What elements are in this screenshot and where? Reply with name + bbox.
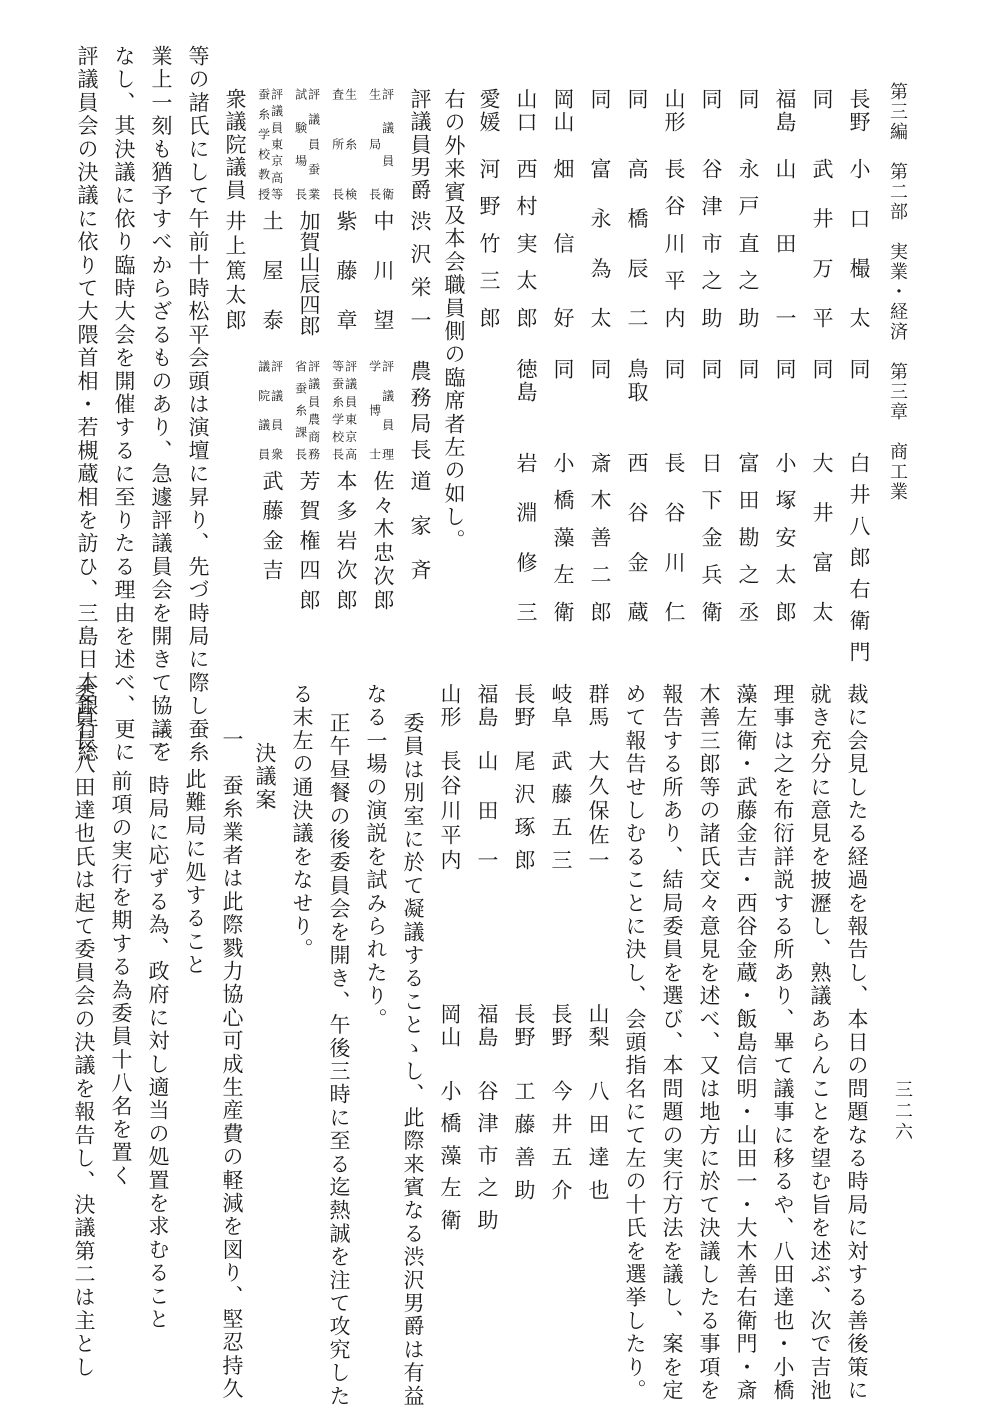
paragraph-line: 正午昼餐の後委員会を開き、午後三時に至る迄熱誠を注て攻究した bbox=[327, 712, 351, 1408]
running-header: 第三編 第二部 実業・経済 第三章 商工業 bbox=[887, 82, 908, 502]
guest-name: 渋沢栄一 bbox=[408, 210, 432, 330]
attendee-name: 岩淵修三 bbox=[514, 452, 538, 622]
attendee-name: 山田一 bbox=[773, 158, 797, 328]
committee-prefecture: 山梨 bbox=[586, 1003, 610, 1047]
committee-name: 大久保佐一 bbox=[586, 750, 610, 870]
committee-prefecture: 長野 bbox=[512, 683, 536, 727]
attendee-name: 谷津市之助 bbox=[699, 158, 723, 328]
committee-name: 尾沢琢郎 bbox=[512, 750, 536, 870]
guest-title: 評議員衛 生局長 bbox=[367, 88, 395, 200]
paragraph-line: 裁に会見したる経過を報告し、本日の問題なる時局に対する善後策に bbox=[845, 683, 869, 1403]
attendee-name: 斎木善二郎 bbox=[588, 452, 612, 622]
attendee-prefecture: 長野 bbox=[847, 88, 871, 132]
paragraph-line: 委員は別室に於て凝議することゝし、此際来賓なる渋沢男爵は有益 bbox=[401, 712, 425, 1408]
paragraph-line: 業上一刻も猶予すべからざるものあり、急遽評議員会を開きて協議を bbox=[149, 45, 173, 765]
committee-prefecture: 長野 bbox=[512, 1003, 536, 1047]
attendee-prefecture: 同 bbox=[736, 88, 760, 109]
committee-prefecture: 福島 bbox=[475, 1003, 499, 1047]
guest-name: 本多岩次郎 bbox=[334, 470, 358, 610]
attendee-prefecture: 同 bbox=[847, 358, 871, 379]
guest-name: 中川望 bbox=[371, 210, 395, 330]
committee-prefecture: 岡山 bbox=[438, 1003, 462, 1047]
paragraph-line: 報告する所あり、結局委員を選び、本問題の実行方法を議し、案を定 bbox=[660, 683, 684, 1403]
committee-name: 工藤善助 bbox=[512, 1080, 536, 1200]
attendee-name: 日下金兵衛 bbox=[699, 452, 723, 622]
guest-title: 評議員理 学博士 bbox=[367, 360, 395, 460]
attendee-name: 西村実太郎 bbox=[514, 158, 538, 328]
attendee-prefecture: 同 bbox=[773, 358, 797, 379]
paragraph-line: る末左の通決議をなせり。 bbox=[290, 683, 314, 962]
attendee-name: 小塚安太郎 bbox=[773, 452, 797, 622]
paragraph-line: なし、其決議に依り臨時大会を開催するに至りたる理由を述べ、更に bbox=[112, 45, 136, 765]
guest-name: 紫藤章 bbox=[334, 210, 358, 330]
committee-name: 武藤五三 bbox=[549, 750, 573, 870]
attendee-prefecture: 同 bbox=[625, 88, 649, 109]
committee-name: 今井五介 bbox=[549, 1080, 573, 1200]
attendee-prefecture: 愛媛 bbox=[477, 88, 501, 132]
attendee-prefecture: 同 bbox=[810, 88, 834, 109]
guest-title: 評議員衆 議院議員 bbox=[256, 360, 284, 460]
attendee-name: 小橋藻左衛 bbox=[551, 452, 575, 622]
guest-name: 芳賀権四郎 bbox=[297, 470, 321, 610]
committee-prefecture: 山形 bbox=[438, 683, 462, 727]
attendee-prefecture: 鳥取 bbox=[625, 358, 649, 402]
resolution-item: 此難局に処すること bbox=[183, 768, 207, 977]
attendee-prefecture: 同 bbox=[551, 358, 575, 379]
guest-title: 評議員農商務 省蚕糸課長 bbox=[293, 360, 321, 460]
attendee-name: 富永為太 bbox=[588, 158, 612, 328]
guest-name: 井上篤太郎 bbox=[223, 210, 247, 330]
committee-name: 長谷川平内 bbox=[438, 750, 462, 870]
paragraph-line: 藻左衛・武藤金吉・西谷金蔵・飯島信明・山田一・大木善右衛門・斎 bbox=[734, 683, 758, 1403]
committee-name: 八田達也 bbox=[586, 1080, 610, 1200]
guest-title: 評議員蚕業 試験場長 bbox=[293, 88, 321, 200]
attendee-prefecture: 山形 bbox=[662, 88, 686, 132]
paragraph-line: なる一場の演説を試みられたり。 bbox=[364, 683, 388, 1031]
paragraph-line: 就き充分に意見を披瀝し、熟議あらんことを望む旨を述ぶ、次で吉池 bbox=[808, 683, 832, 1403]
paragraph-line: 等の諸氏にして午前十時松平会頭は演壇に昇り、先づ時局に際し蚕糸 bbox=[186, 45, 210, 765]
attendee-name: 永戸直之助 bbox=[736, 158, 760, 328]
guest-name: 佐々木忠次郎 bbox=[371, 470, 395, 610]
attendee-prefecture: 同 bbox=[699, 88, 723, 109]
paragraph-line: 木善三郎等の諸氏交々意見を述べ、又は地方に於て決議したる事項を bbox=[697, 683, 721, 1403]
guest-title: 評議員東京高等 蚕糸学校教授 bbox=[256, 88, 284, 200]
attendee-prefecture: 同 bbox=[662, 358, 686, 379]
guest-title: 評議員東京高 等蚕糸学校長 bbox=[330, 360, 358, 460]
attendee-prefecture: 同 bbox=[699, 358, 723, 379]
committee-prefecture: 群馬 bbox=[586, 683, 610, 727]
committee-prefecture: 福島 bbox=[475, 683, 499, 727]
attendee-name: 白井八郎右衛門 bbox=[847, 452, 871, 662]
attendee-name: 富田勘之丞 bbox=[736, 452, 760, 622]
committee-name: 谷津市之助 bbox=[475, 1080, 499, 1230]
attendee-prefecture: 同 bbox=[736, 358, 760, 379]
page-number: 三二六 bbox=[892, 1080, 913, 1143]
resolution-item: 二 時局に応ずる為、政府に対し適当の処置を求むること bbox=[146, 728, 170, 1332]
guest-title: 評議員男爵 bbox=[408, 88, 432, 200]
paragraph-line: 評議員会の決議に依りて大隈首相・若槻蔵相を訪ひ、三島日本銀行総 bbox=[75, 45, 99, 765]
attendee-name: 武井万平 bbox=[810, 158, 834, 328]
attendee-name: 畑信好 bbox=[551, 158, 575, 328]
attendee-prefecture: 山口 bbox=[514, 88, 538, 132]
attendee-prefecture: 同 bbox=[588, 358, 612, 379]
attendee-name: 長谷川仁 bbox=[662, 452, 686, 622]
attendee-prefecture: 同 bbox=[810, 358, 834, 379]
attendee-name: 小口樶太 bbox=[847, 158, 871, 328]
guest-title: 農務局長 bbox=[408, 360, 432, 460]
paragraph-line: 委員長八田達也氏は起て委員会の決議を報告し、決議第二は主とし bbox=[72, 683, 96, 1379]
guests-intro: 右の外来賓及本会職員側の臨席者左の如し。 bbox=[442, 88, 466, 552]
attendee-prefecture: 岡山 bbox=[551, 88, 575, 132]
guest-title: 衆議院議員 bbox=[223, 88, 247, 200]
guest-title: 生糸検 査所長 bbox=[330, 88, 358, 200]
paragraph-line: 理事は之を布衍詳説する所あり、畢て議事に移るや、八田達也・小橋 bbox=[771, 683, 795, 1403]
committee-name: 小橋藻左衛 bbox=[438, 1080, 462, 1230]
attendee-name: 長谷川平内 bbox=[662, 158, 686, 328]
committee-name: 山田一 bbox=[475, 750, 499, 870]
guest-name: 土屋泰 bbox=[260, 210, 284, 330]
committee-prefecture: 岐阜 bbox=[549, 683, 573, 727]
guest-name: 武藤金吉 bbox=[260, 470, 284, 580]
guest-name: 加賀山辰四郎 bbox=[297, 210, 321, 336]
committee-prefecture: 長野 bbox=[549, 1003, 573, 1047]
resolution-item: 前項の実行を期する為委員十八名を置く bbox=[109, 770, 133, 1188]
attendee-prefecture: 徳島 bbox=[514, 358, 538, 402]
paragraph-line: めて報告せしむることに決し、会頭指名にて左の十氏を選挙したり。 bbox=[623, 683, 647, 1403]
attendee-name: 西谷金蔵 bbox=[625, 452, 649, 622]
attendee-name: 河野竹三郎 bbox=[477, 158, 501, 328]
attendee-name: 大井富太 bbox=[810, 452, 834, 622]
attendee-name: 高橋辰二 bbox=[625, 158, 649, 328]
resolution-item: 一 蚕糸業者は此際戮力協心可成生産費の軽減を図り、堅忍持久 bbox=[220, 728, 244, 1401]
resolution-title: 決議案 bbox=[253, 742, 277, 812]
attendee-prefecture: 同 bbox=[588, 88, 612, 109]
guest-name: 道家斉 bbox=[408, 470, 432, 580]
attendee-prefecture: 福島 bbox=[773, 88, 797, 132]
